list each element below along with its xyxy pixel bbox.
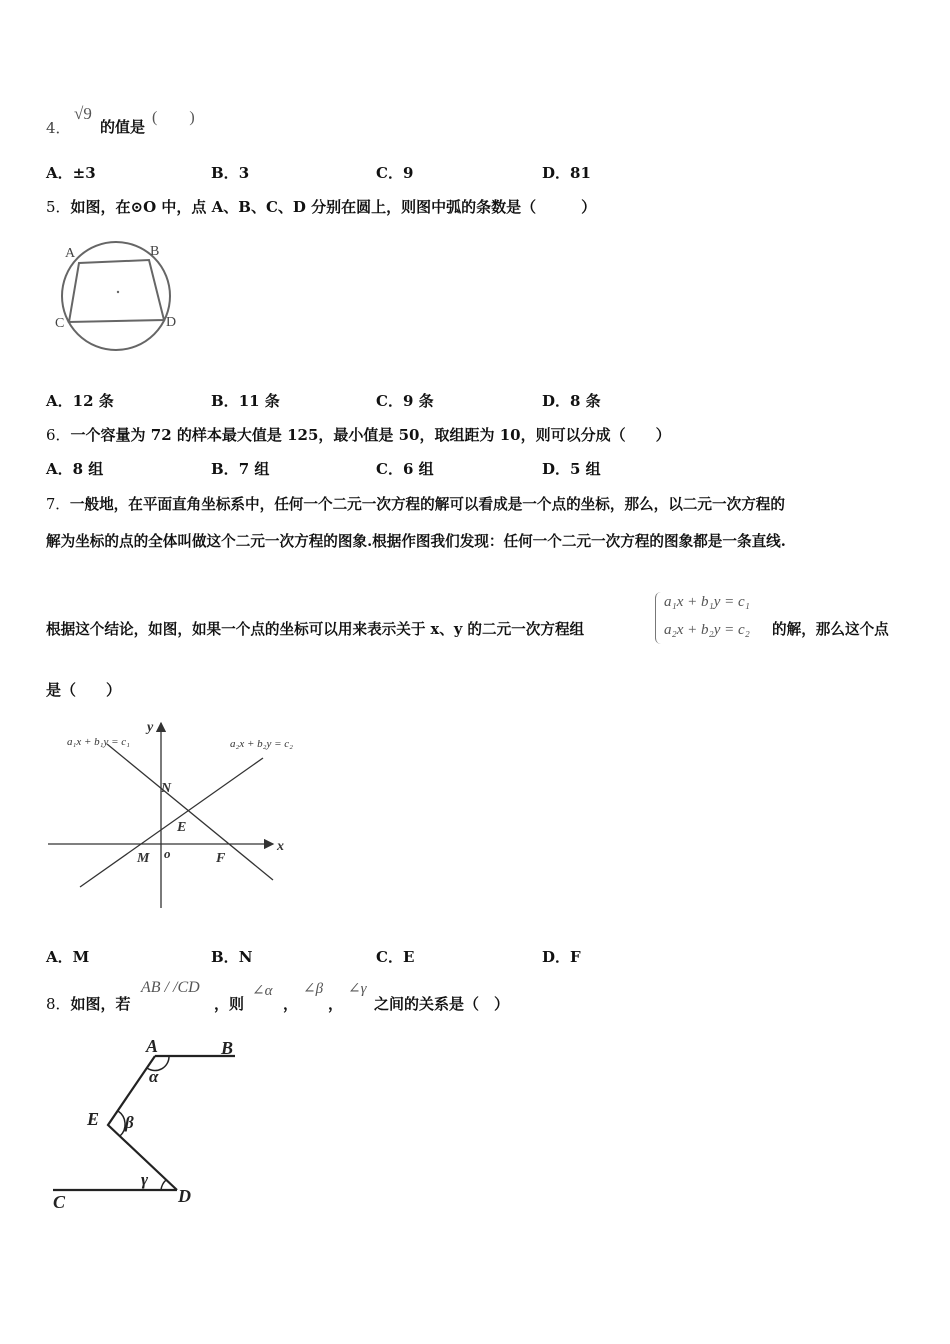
label-b: B: [221, 1038, 234, 1058]
label-x: x: [277, 839, 284, 854]
q8-gamma: ∠γ: [348, 981, 367, 997]
q4-option-d: D．81: [542, 164, 591, 182]
label-c: C: [55, 316, 65, 331]
q5-stem: 5．如图，在⊙O 中，点 A、B、C、D 分别在圆上，则图中弧的条数是（ ）: [46, 198, 597, 216]
label-b: B: [150, 244, 160, 259]
q6-option-d: D．5 组: [542, 460, 601, 478]
q4-option-a: A．±3: [46, 164, 96, 182]
q8-tail: 之间的关系是（ ）: [374, 995, 510, 1013]
label-alpha: α: [149, 1067, 159, 1086]
q7-option-a: A．M: [46, 948, 90, 966]
label-d: D: [166, 315, 177, 330]
q4-option-c: C．9: [376, 164, 414, 182]
q5-option-d: D．8 条: [542, 392, 601, 410]
q8-alpha: ∠α: [252, 983, 273, 999]
q7-line-3-tail: 的解，那么这个点: [772, 621, 889, 638]
q7-line-1: 7．一般地，在平面直角坐标系中，任何一个二元一次方程的解可以看成是一个点的坐标，那么，以二元一次方程的: [46, 496, 785, 513]
q7-line-4: 是（ ）: [46, 681, 122, 699]
system-brace: [655, 592, 664, 644]
quadrilateral-abcd: [69, 260, 164, 322]
label-o: o: [164, 846, 171, 861]
label-beta: β: [125, 1113, 134, 1132]
label-line-1: a₁x + b₁y = c₁: [67, 736, 130, 748]
label-m: M: [137, 851, 150, 866]
q8-parallel: AB / /CD: [141, 979, 200, 996]
label-d: D: [178, 1186, 191, 1206]
q5-option-c: C．9 条: [376, 392, 434, 410]
label-line-2: a₂x + b₂y = c₂: [230, 738, 293, 750]
q5-circle-figure: [50, 238, 185, 356]
q4-radical: √9: [74, 104, 92, 123]
label-a: A: [146, 1036, 159, 1056]
label-e: E: [177, 820, 187, 835]
q7-line-3: 根据这个结论，如图，如果一个点的坐标可以用来表示关于 x、y 的二元一次方程组: [46, 621, 585, 638]
label-f: F: [216, 851, 226, 866]
q7-equation-2: a₂x + b₂y = c₂: [664, 622, 750, 638]
line-2: [80, 758, 263, 887]
label-gamma: γ: [141, 1170, 149, 1189]
q7-coordinate-figure: [45, 715, 300, 910]
q8-parallel-figure: [45, 1030, 265, 1215]
q5-option-b: B．11 条: [211, 392, 280, 410]
label-n: N: [161, 781, 172, 796]
label-a: A: [65, 246, 76, 261]
q8-comma-1: ，: [283, 995, 299, 1013]
q7-line-2: 解为坐标的点的全体叫做这个二元一次方程的图象.根据作图我们发现：任何一个二元一次方程的图象都是一条直线.: [46, 533, 786, 550]
q7-option-c: C．E: [376, 948, 415, 966]
arc-gamma: [161, 1180, 166, 1190]
q7-equation-1: a₁x + b₁y = c₁: [664, 594, 750, 610]
q6-option-b: B．7 组: [211, 460, 270, 478]
line-1: [107, 744, 273, 880]
q4-stem: 的值是: [100, 118, 146, 136]
q4-paren: ( ): [152, 109, 195, 126]
q7-option-d: D．F: [542, 948, 581, 966]
center-dot: [117, 291, 119, 293]
q8-lead: 8．如图，若: [46, 995, 131, 1013]
q8-then: ，则: [214, 995, 245, 1013]
q8-beta: ∠β: [303, 981, 324, 997]
label-y: y: [147, 720, 154, 735]
label-c: C: [53, 1192, 66, 1212]
q6-option-c: C．6 组: [376, 460, 434, 478]
q5-option-a: A．12 条: [46, 392, 114, 410]
q7-option-b: B．N: [211, 948, 253, 966]
q8-comma-2: ，: [328, 995, 344, 1013]
q4-option-b: B．3: [211, 164, 250, 182]
q4-number: 4．: [46, 119, 71, 137]
q6-option-a: A．8 组: [46, 460, 104, 478]
q6-stem: 6．一个容量为 72 的样本最大值是 125，最小值是 50，取组距为 10，则可以分成（ ）: [46, 426, 671, 444]
label-e: E: [87, 1109, 100, 1129]
